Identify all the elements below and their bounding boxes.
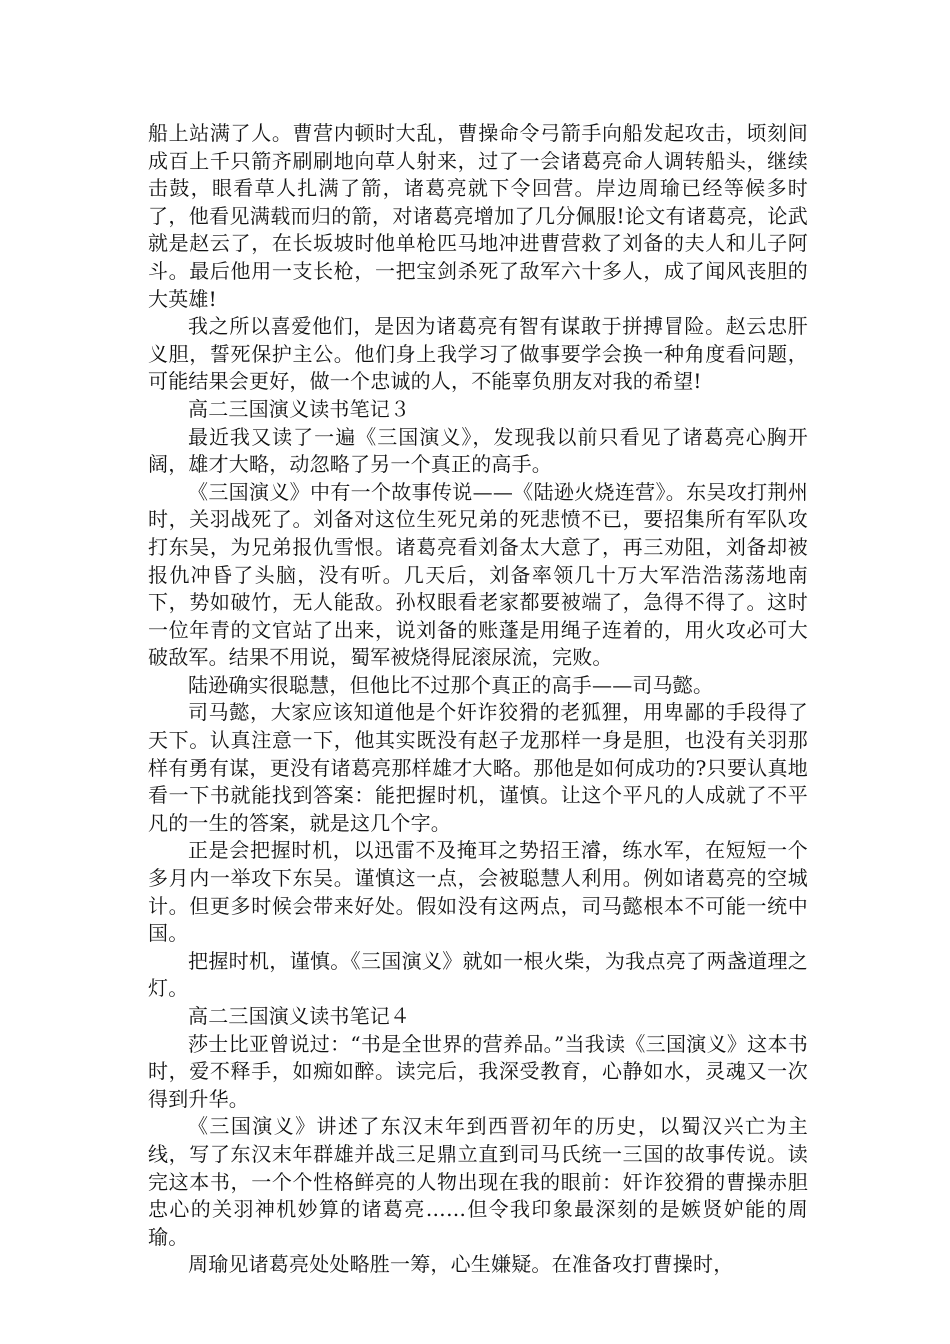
paragraph-9: 莎士比亚曾说过：“书是全世界的营养品。”当我读《三国演义》这本书时，爱不释手，如痴如醉。读完后，我深受教育，心静如水，灵魂又一次得到升华。: [148, 1031, 808, 1111]
section-heading-4: 高二三国演义读书笔记４: [188, 1004, 411, 1028]
paragraph-5: 陆逊确实很聪慧，但他比不过那个真正的高手——司马懿。: [188, 672, 714, 697]
paragraph-11: 周瑜见诸葛亮处处略胜一筹，心生嫌疑。在准备攻打曹操时，: [188, 1252, 734, 1277]
paragraph-2: 我之所以喜爱他们，是因为诸葛亮有智有谋敢于拼搏冒险。赵云忠肝义胆，誓死保护主公。他们身上我学习了做事要学会换一种角度看问题，可能结果会更好，做一个忠诚的人，不能辜负朋友对我的希望!: [148, 314, 808, 394]
document-page: [148, 120, 808, 1279]
paragraph-10: 《三国演义》讲述了东汉末年到西晋初年的历史，以蜀汉兴亡为主线，写了东汉末年群雄并战三足鼎立直到司马氏统一三国的故事传说。读完这本书，一个个性格鲜亮的人物出现在我的眼前：奸诈狡猾的曹操赤胆忠心的关羽神机妙算的诸葛亮……但令我印象最深刻的是嫉贤妒能的周瑜。: [148, 1114, 808, 1249]
paragraph-1: 船上站满了人。曹营内顿时大乱，曹操命令弓箭手向船发起攻击，顷刻间成百上千只箭齐刷刷地向草人射来，过了一会诸葛亮命人调转船头，继续击鼓，眼看草人扎满了箭，诸葛亮就下令回营。岸边周瑜已经等候多时了，他看见满载而归的箭，对诸葛亮增加了几分佩服!论文有诸葛亮，论武就是赵云了，在长坂坡时他单枪匹马地冲进曹营救了刘备的夫人和儿子阿斗。最后他用一支长枪，一把宝剑杀死了敌军六十多人，成了闻风丧胆的大英雄!: [148, 121, 808, 311]
paragraph-8: 把握时机，谨慎。《三国演义》就如一根火柴，为我点亮了两盏道理之灯。: [148, 948, 808, 1001]
paragraph-7: 正是会把握时机，以迅雷不及掩耳之势招王濬，练水军，在短短一个多月内一举攻下东吴。谨慎这一点，会被聪慧人利用。例如诸葛亮的空城计。但更多时候会带来好处。假如没有这两点，司马懿根本不可能一统中国。: [148, 838, 808, 946]
paragraph-4: 《三国演义》中有一个故事传说——《陆逊火烧连营》。东吴攻打荆州时，关羽战死了。刘备对这位生死兄弟的死悲愤不已，要招集所有军队攻打东吴，为兄弟报仇雪恨。诸葛亮看刘备太大意了，再三劝阻，刘备却被报仇冲昏了头脑，没有听。几天后，刘备率领几十万大军浩浩荡荡地南下，势如破竹，无人能敌。孙权眼看老家都要被端了，急得不得了。这时一位年青的文官站了出来，说刘备的账蓬是用绳子连着的，用火攻必可大破敌军。结果不用说，蜀军被烧得屁滚尿流，完败。: [148, 479, 808, 670]
paragraph-3: 最近我又读了一遍《三国演义》，发现我以前只看见了诸葛亮心胸开阔，雄才大略，动忽略了另一个真正的高手。: [148, 424, 808, 477]
section-heading-3: 高二三国演义读书笔记３: [188, 396, 411, 421]
paragraph-6: 司马懿，大家应该知道他是个奸诈狡猾的老狐狸，用卑鄙的手段得了天下。认真注意一下，他其实既没有赵子龙那样一身是胆，也没有关羽那样有勇有谋，更没有诸葛亮那样雄才大略。那他是如何成功的?只要认真地看一下书就能找到答案：能把握时机，谨慎。让这个平凡的人成就了不平凡的一生的答案，就是这几个字。: [148, 700, 808, 835]
